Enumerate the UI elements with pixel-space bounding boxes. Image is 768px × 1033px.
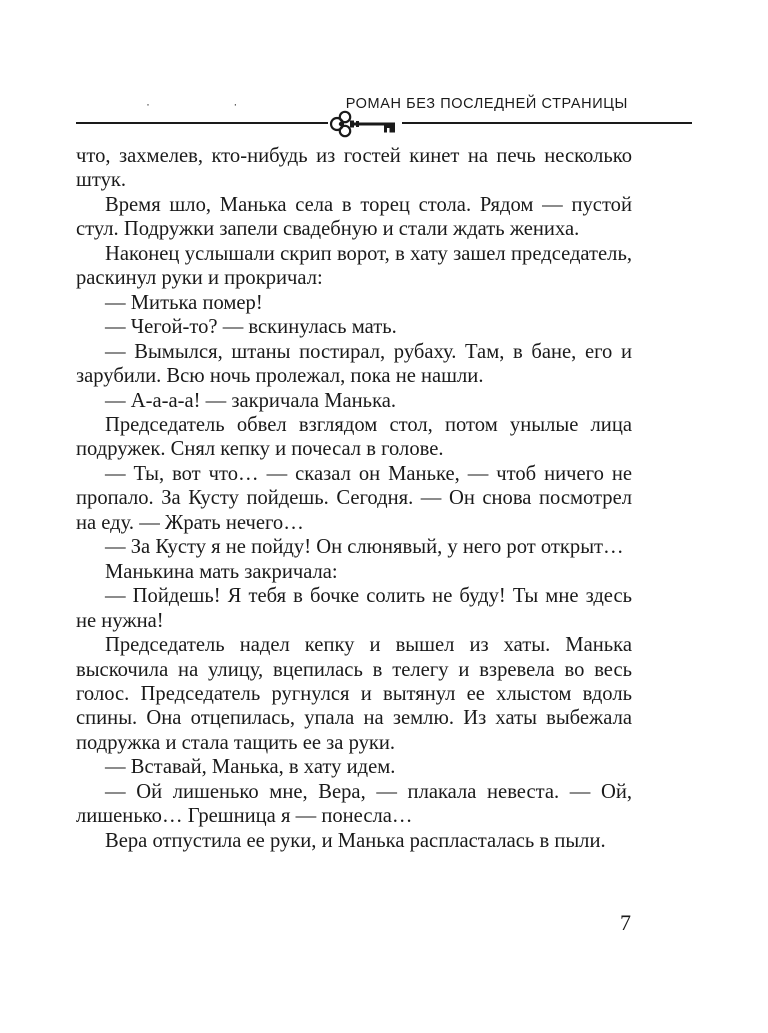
dialogue-line: — За Кусту я не пойду! Он слюнявый, у него рот открыт…: [105, 536, 624, 559]
paragraph: Вера отпустила ее руки, и Манька распласталась в пыли.: [105, 829, 606, 852]
paragraph: Председатель обвел взглядом стол, потом унылые лица подружек. Снял кепку и почесал в голове.: [76, 413, 632, 461]
paragraph: Манькина мать закричала:: [105, 560, 338, 583]
dialogue-line: — Ой лишенько мне, Вера, — плакала невеста. — Ой, лишенько… Грешница я — понесла…: [76, 780, 632, 828]
paragraph: Председатель надел кепку и вышел из хаты. Манька выскочила на улицу, вцепилась в телегу и взревела во весь голос. Председатель ругнулся и вытянул ее хлыстом вдоль спины. Она отцепилась, упала на землю. Из хаты выбежала подружка и стала тащить ее за руки.: [76, 634, 632, 754]
dialogue-line: — Чегой-то? — вскинулась мать.: [105, 316, 397, 339]
body-text: [76, 144, 632, 853]
dialogue-line: — Вставай, Манька, в хату идем.: [105, 756, 396, 779]
paragraph: Время шло, Манька села в торец стола. Рядом — пустой стул. Подружки запели свадебную и стали ждать жениха.: [76, 193, 632, 241]
header-marks: · ·: [146, 97, 278, 111]
dialogue-line: — Вымылся, штаны постирал, рубаху. Там, в бане, его и зарубили. Всю ночь пролежал, пока не нашли.: [76, 340, 632, 388]
dialogue-line: — А-а-а-а! — закричала Манька.: [105, 389, 397, 412]
page-number: 7: [620, 910, 631, 935]
key-ornament-icon: [328, 109, 402, 139]
paragraph: что, захмелев, кто-нибудь из гостей кинет на печь несколько штук.: [76, 145, 632, 192]
dialogue-line: — Митька помер!: [105, 291, 263, 314]
dialogue-line: — Ты, вот что… — сказал он Маньке, — чтоб ничего не пропало. За Кусту пойдешь. Сегодня. — Он снова посмотрел на еду. — Жрать нечего…: [76, 462, 632, 534]
dialogue-line: — Пойдешь! Я тебя в бочке солить не буду! Ты мне здесь не нужна!: [76, 585, 632, 632]
running-title: РОМАН БЕЗ ПОСЛЕДНЕЙ СТРАНИЦЫ: [345, 96, 628, 112]
paragraph: Наконец услышали скрип ворот, в хату зашел председатель, раскинул руки и прокричал:: [76, 242, 632, 290]
